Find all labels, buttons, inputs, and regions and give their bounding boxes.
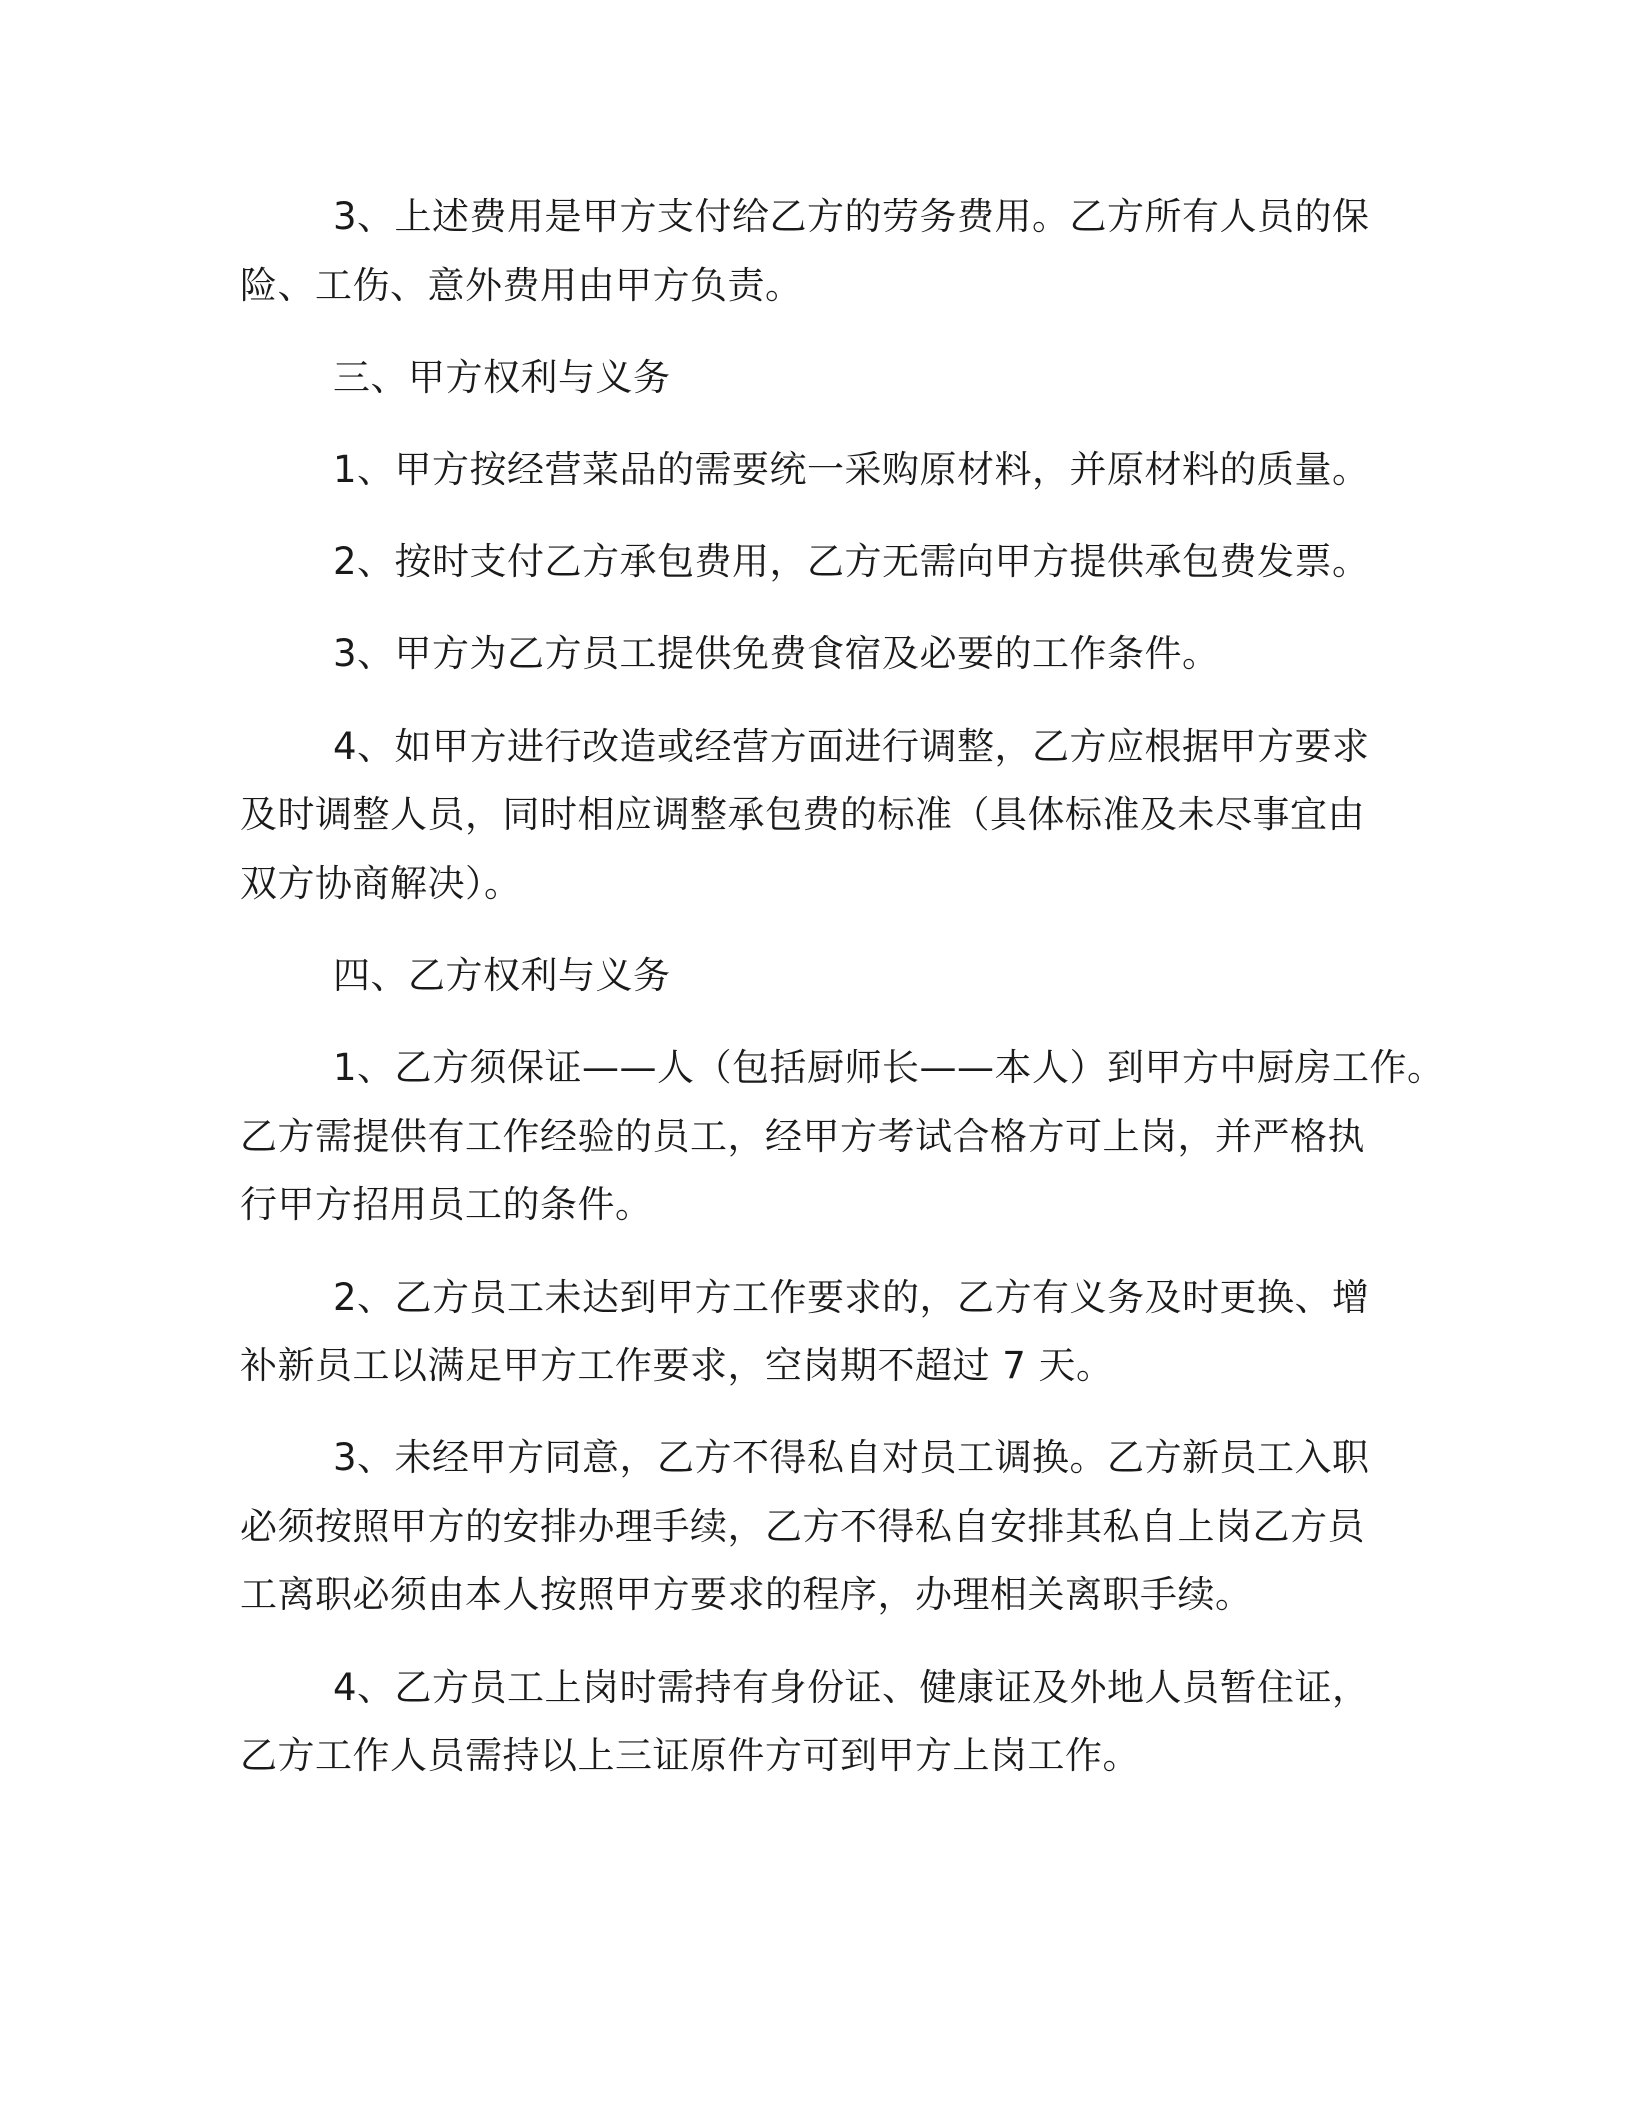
text-line: 必须按照甲方的安排办理手续，乙方不得私自安排其私自上岗乙方员	[240, 1505, 1365, 1548]
text-line: 险、工伤、意外费用由甲方负责。	[240, 264, 803, 307]
text-line: 2、乙方员工未达到甲方工作要求的，乙方有义务及时更换、增	[333, 1276, 1370, 1319]
text-line: 及时调整人员，同时相应调整承包费的标准（具体标准及未尽事宜由	[240, 793, 1365, 836]
section-heading: 四、乙方权利与义务	[333, 954, 671, 997]
text-line: 2、按时支付乙方承包费用，乙方无需向甲方提供承包费发票。	[333, 540, 1370, 583]
text-line: 行甲方招用员工的条件。	[240, 1183, 653, 1226]
text-line: 3、上述费用是甲方支付给乙方的劳务费用。乙方所有人员的保	[333, 195, 1370, 238]
text-line: 4、如甲方进行改造或经营方面进行调整，乙方应根据甲方要求	[333, 725, 1370, 768]
text-line: 1、乙方须保证——人（包括厨师长——本人）到甲方中厨房工作。	[333, 1046, 1445, 1089]
text-line: 工离职必须由本人按照甲方要求的程序，办理相关离职手续。	[240, 1573, 1253, 1616]
text-line: 3、甲方为乙方员工提供免费食宿及必要的工作条件。	[333, 632, 1220, 675]
text-line: 3、未经甲方同意，乙方不得私自对员工调换。乙方新员工入职	[333, 1436, 1370, 1479]
section-heading: 三、甲方权利与义务	[333, 356, 671, 399]
text-line: 乙方需提供有工作经验的员工，经甲方考试合格方可上岗，并严格执	[240, 1115, 1365, 1158]
text-line: 补新员工以满足甲方工作要求，空岗期不超过 7 天。	[240, 1344, 1114, 1387]
text-line: 双方协商解决）。	[240, 862, 522, 905]
text-line: 4、乙方员工上岗时需持有身份证、健康证及外地人员暂住证，	[333, 1666, 1370, 1709]
text-line: 1、甲方按经营菜品的需要统一采购原材料，并原材料的质量。	[333, 448, 1370, 491]
text-line: 乙方工作人员需持以上三证原件方可到甲方上岗工作。	[240, 1734, 1140, 1777]
